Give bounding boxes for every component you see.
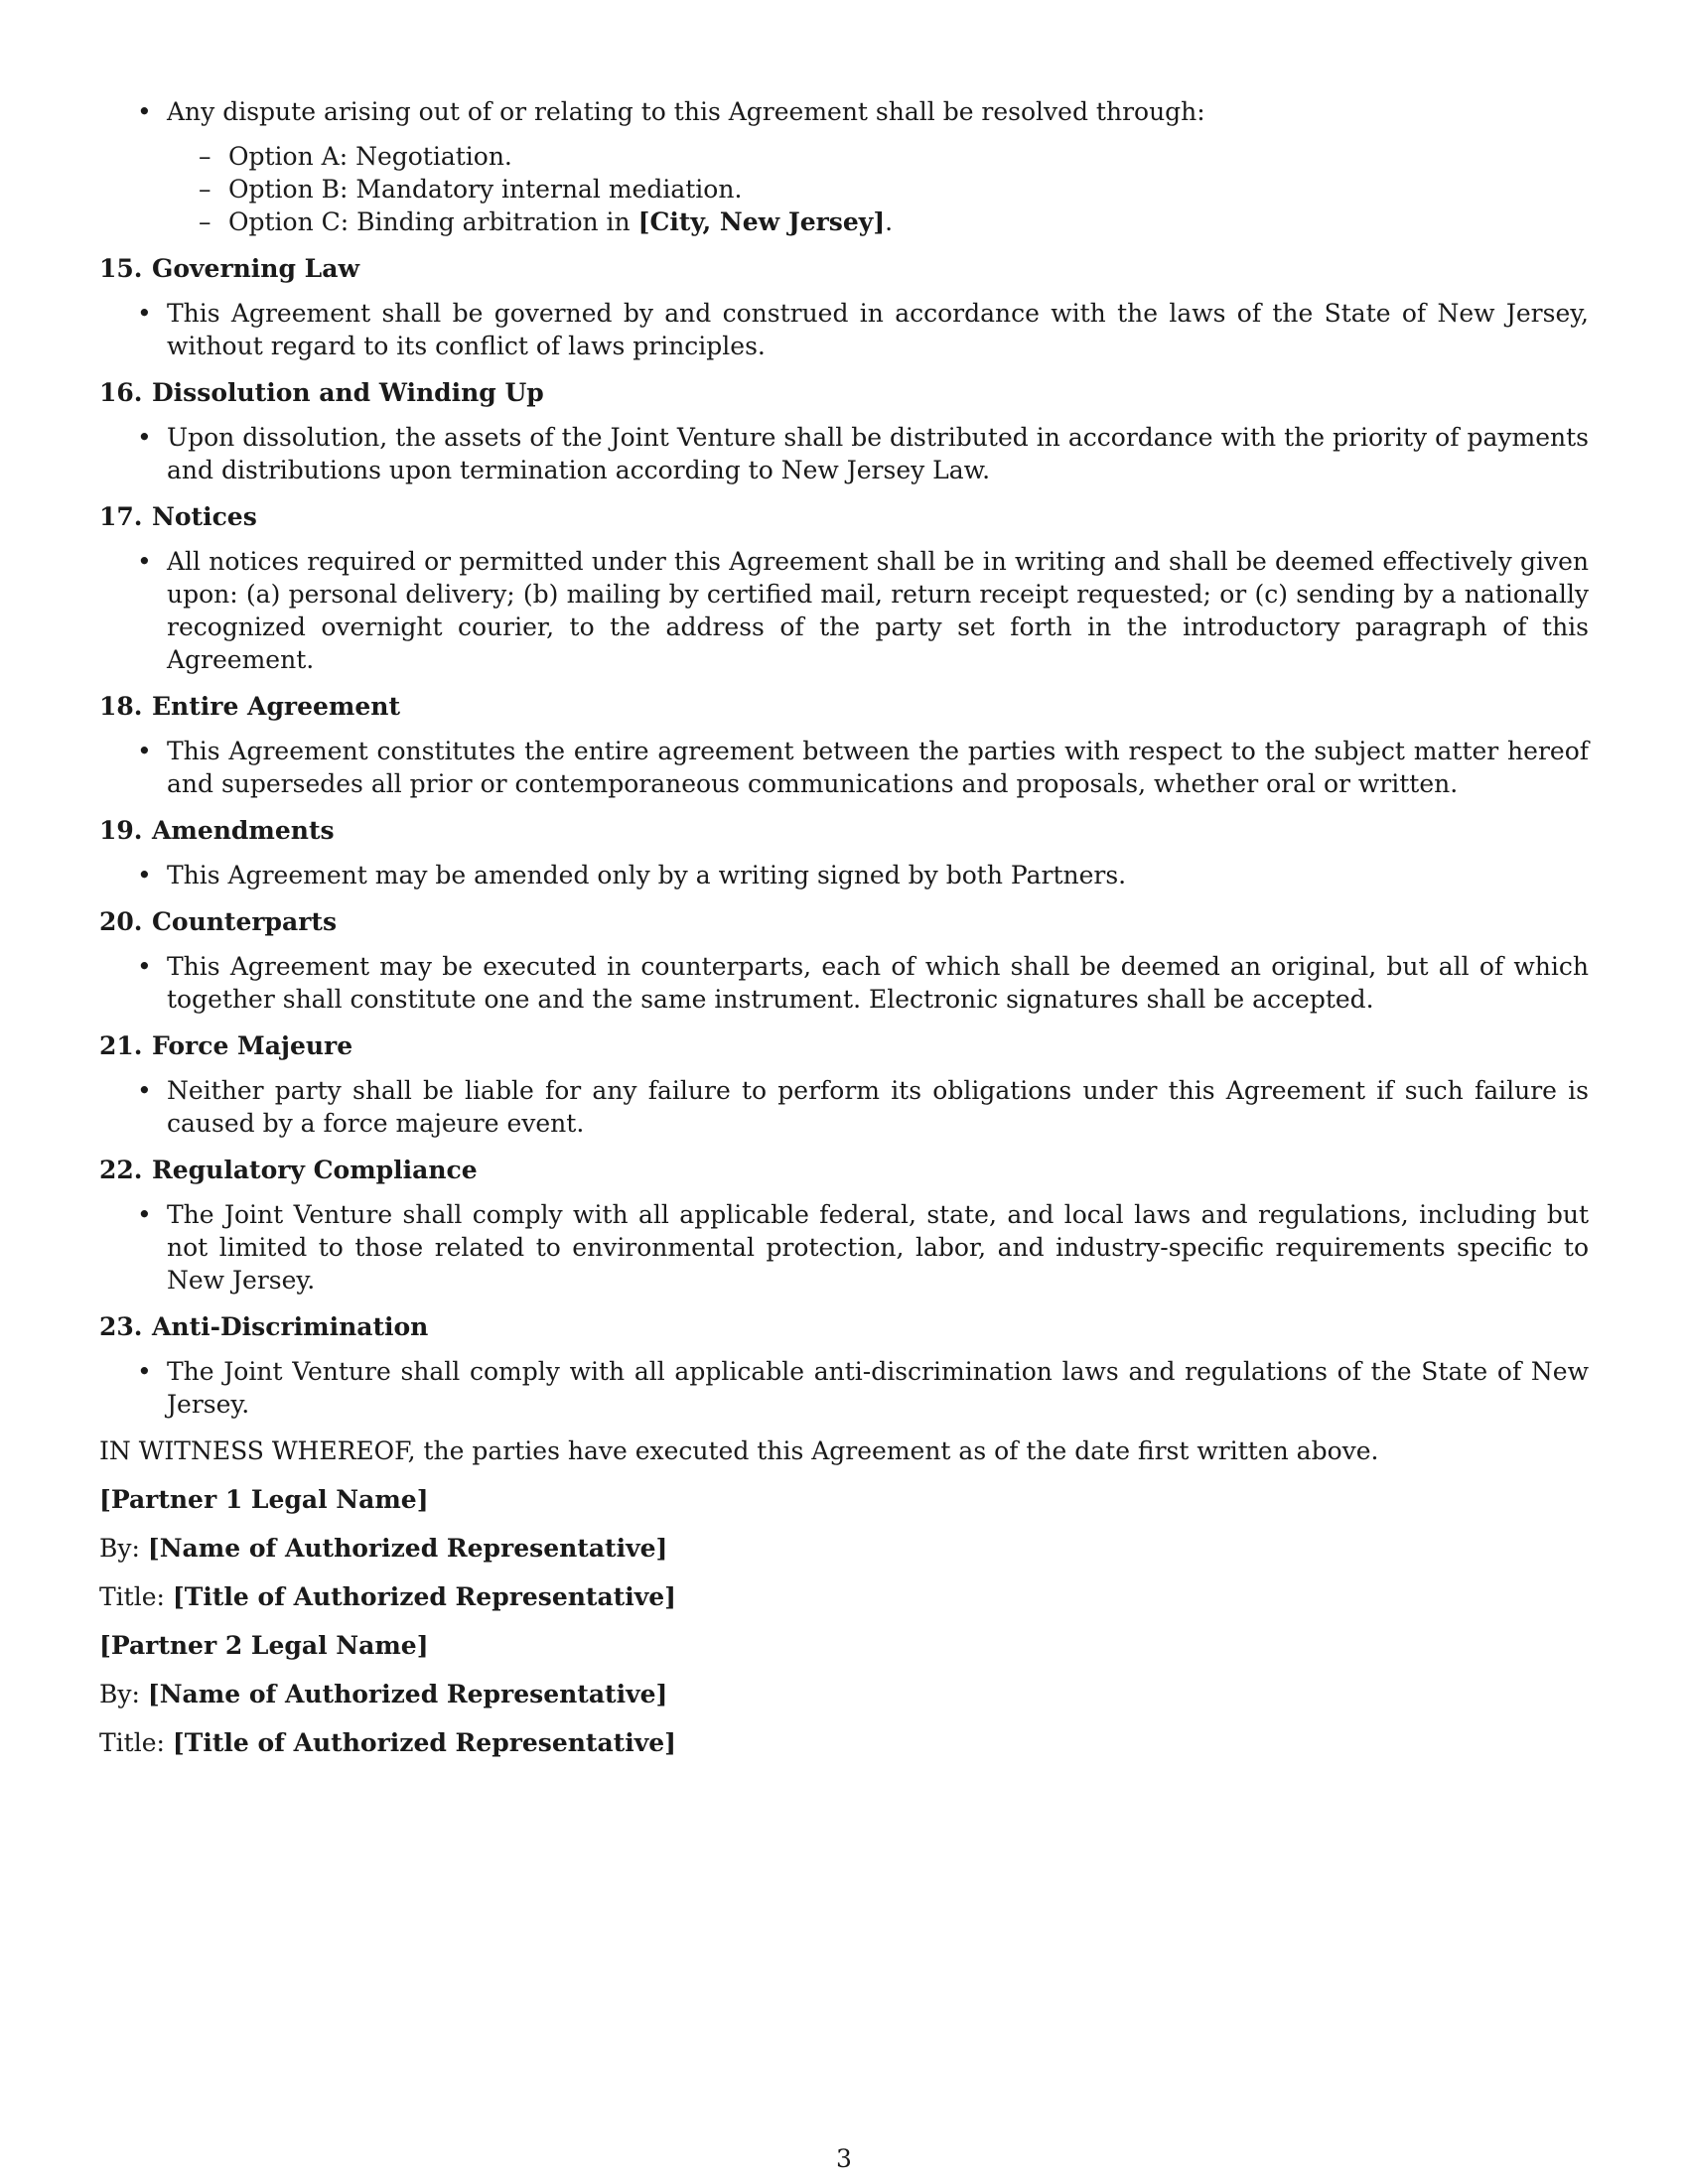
option-item — [99, 173, 1589, 205]
section-text: This Agreement shall be governed by and construed in accordance with the laws of the State of New Jersey, without regard to its conflict of laws principles. — [167, 299, 1589, 360]
signature-title-line — [99, 1580, 1589, 1613]
section-heading — [99, 1154, 1589, 1186]
section-title: Amendments — [152, 816, 335, 845]
section-heading — [99, 1029, 1589, 1062]
by-value: [Name of Authorized Representative] — [147, 1534, 668, 1563]
option-item — [99, 140, 1589, 173]
bullet-icon: • — [137, 299, 152, 328]
section-body — [99, 735, 1589, 800]
section-heading — [99, 500, 1589, 533]
section-22 — [99, 1154, 1589, 1297]
section-number: 15. — [99, 254, 143, 283]
section-body — [99, 421, 1589, 486]
section-number: 23. — [99, 1312, 143, 1341]
title-value: [Title of Authorized Representative] — [172, 1728, 676, 1757]
by-value: [Name of Authorized Representative] — [147, 1680, 668, 1708]
dispute-options — [99, 140, 1589, 238]
section-body — [99, 545, 1589, 676]
section-number: 22. — [99, 1156, 143, 1184]
bullet-icon: • — [137, 952, 152, 981]
section-text: This Agreement constitutes the entire agreement between the parties with respect to the subject matter hereof and supersedes all prior or contemporaneous communications and proposals, whether oral or written. — [167, 737, 1589, 798]
section-body — [99, 1355, 1589, 1421]
document-page — [99, 95, 1589, 1775]
bullet-icon: • — [137, 423, 152, 452]
section-text: The Joint Venture shall comply with all applicable federal, state, and local laws and regulations, including but not limited to those related to environmental protection, labor, and industry-specific requirements specific to New Jersey. — [167, 1200, 1589, 1295]
section-title: Regulatory Compliance — [152, 1156, 478, 1184]
section-title: Counterparts — [152, 907, 338, 936]
section-18 — [99, 690, 1589, 800]
dash-icon: – — [199, 207, 211, 236]
dash-icon: – — [199, 175, 211, 204]
section-body — [99, 950, 1589, 1016]
bullet-icon: • — [137, 1200, 152, 1229]
section-title: Notices — [152, 502, 257, 531]
section-number: 20. — [99, 907, 143, 936]
section-body — [99, 297, 1589, 362]
section-16 — [99, 376, 1589, 486]
party-name: [Partner 2 Legal Name] — [99, 1631, 429, 1660]
section-title: Governing Law — [152, 254, 359, 283]
title-label: Title: — [99, 1582, 165, 1611]
section-text: This Agreement may be amended only by a writing signed by both Partners. — [167, 861, 1127, 889]
section-number: 21. — [99, 1031, 143, 1060]
section-15 — [99, 252, 1589, 362]
section-number: 19. — [99, 816, 143, 845]
bullet-icon: • — [137, 97, 152, 126]
section-number: 16. — [99, 378, 143, 407]
section-23 — [99, 1310, 1589, 1421]
section-text: Upon dissolution, the assets of the Joint Venture shall be distributed in accordance with the priority of payments and distributions upon termination according to New Jersey Law. — [167, 423, 1589, 484]
section-body — [99, 1074, 1589, 1140]
section-17 — [99, 500, 1589, 676]
list-item — [99, 95, 1589, 128]
option-text: Option B: Mandatory internal mediation. — [228, 175, 743, 204]
by-label: By: — [99, 1534, 140, 1563]
dispute-text: Any dispute arising out of or relating to this Agreement shall be resolved through: — [167, 97, 1205, 126]
page-number: 3 — [836, 2144, 852, 2173]
bullet-icon: • — [137, 737, 152, 765]
section-19 — [99, 814, 1589, 891]
section-text: Neither party shall be liable for any failure to perform its obligations under this Agreement if such failure is caused by a force majeure event. — [167, 1076, 1589, 1138]
by-label: By: — [99, 1680, 140, 1708]
section-title: Dissolution and Winding Up — [152, 378, 544, 407]
section-text: All notices required or permitted under this Agreement shall be in writing and shall be deemed effectively given upon: (a) personal delivery; (b) mailing by certified mail, return receipt requested; or (c) sending by a nationally recognized overnight courier, to the address of the party set forth in the introductory paragraph of this Agreement. — [167, 547, 1589, 674]
section-text: This Agreement may be executed in counterparts, each of which shall be deemed an original, but all of which together shall constitute one and the same instrument. Electronic signatures shall be accepted. — [167, 952, 1589, 1014]
section-text: The Joint Venture shall comply with all applicable anti-discrimination laws and regulations of the State of New Jersey. — [167, 1357, 1589, 1419]
section-heading — [99, 1310, 1589, 1343]
section-heading — [99, 905, 1589, 938]
signature-block-partner-2 — [99, 1629, 1589, 1759]
section-title: Entire Agreement — [152, 692, 400, 721]
option-item — [99, 205, 1589, 238]
title-value: [Title of Authorized Representative] — [172, 1582, 676, 1611]
section-heading — [99, 690, 1589, 723]
section-heading — [99, 376, 1589, 409]
option-text: Option C: Binding arbitration in — [228, 207, 638, 236]
section-heading — [99, 814, 1589, 847]
bullet-icon: • — [137, 1357, 152, 1386]
dispute-resolution-block — [99, 95, 1589, 238]
section-20 — [99, 905, 1589, 1016]
section-number: 18. — [99, 692, 143, 721]
party-name: [Partner 1 Legal Name] — [99, 1485, 429, 1514]
bullet-icon: • — [137, 547, 152, 576]
section-body — [99, 1198, 1589, 1297]
witness-statement: IN WITNESS WHEREOF, the parties have executed this Agreement as of the date first written above. — [99, 1436, 1379, 1465]
signature-title-line — [99, 1726, 1589, 1759]
signature-block-partner-1 — [99, 1483, 1589, 1613]
section-21 — [99, 1029, 1589, 1140]
section-number: 17. — [99, 502, 143, 531]
section-title: Force Majeure — [152, 1031, 353, 1060]
dash-icon: – — [199, 142, 211, 171]
signature-by-line — [99, 1532, 1589, 1565]
bullet-icon: • — [137, 861, 152, 889]
bullet-icon: • — [137, 1076, 152, 1105]
option-text: Option A: Negotiation. — [228, 142, 512, 171]
section-heading — [99, 252, 1589, 285]
section-body — [99, 859, 1589, 891]
option-placeholder: [City, New Jersey] — [637, 207, 886, 236]
signature-by-line — [99, 1678, 1589, 1710]
title-label: Title: — [99, 1728, 165, 1757]
option-suffix: . — [885, 207, 894, 236]
section-title: Anti-Discrimination — [152, 1312, 429, 1341]
